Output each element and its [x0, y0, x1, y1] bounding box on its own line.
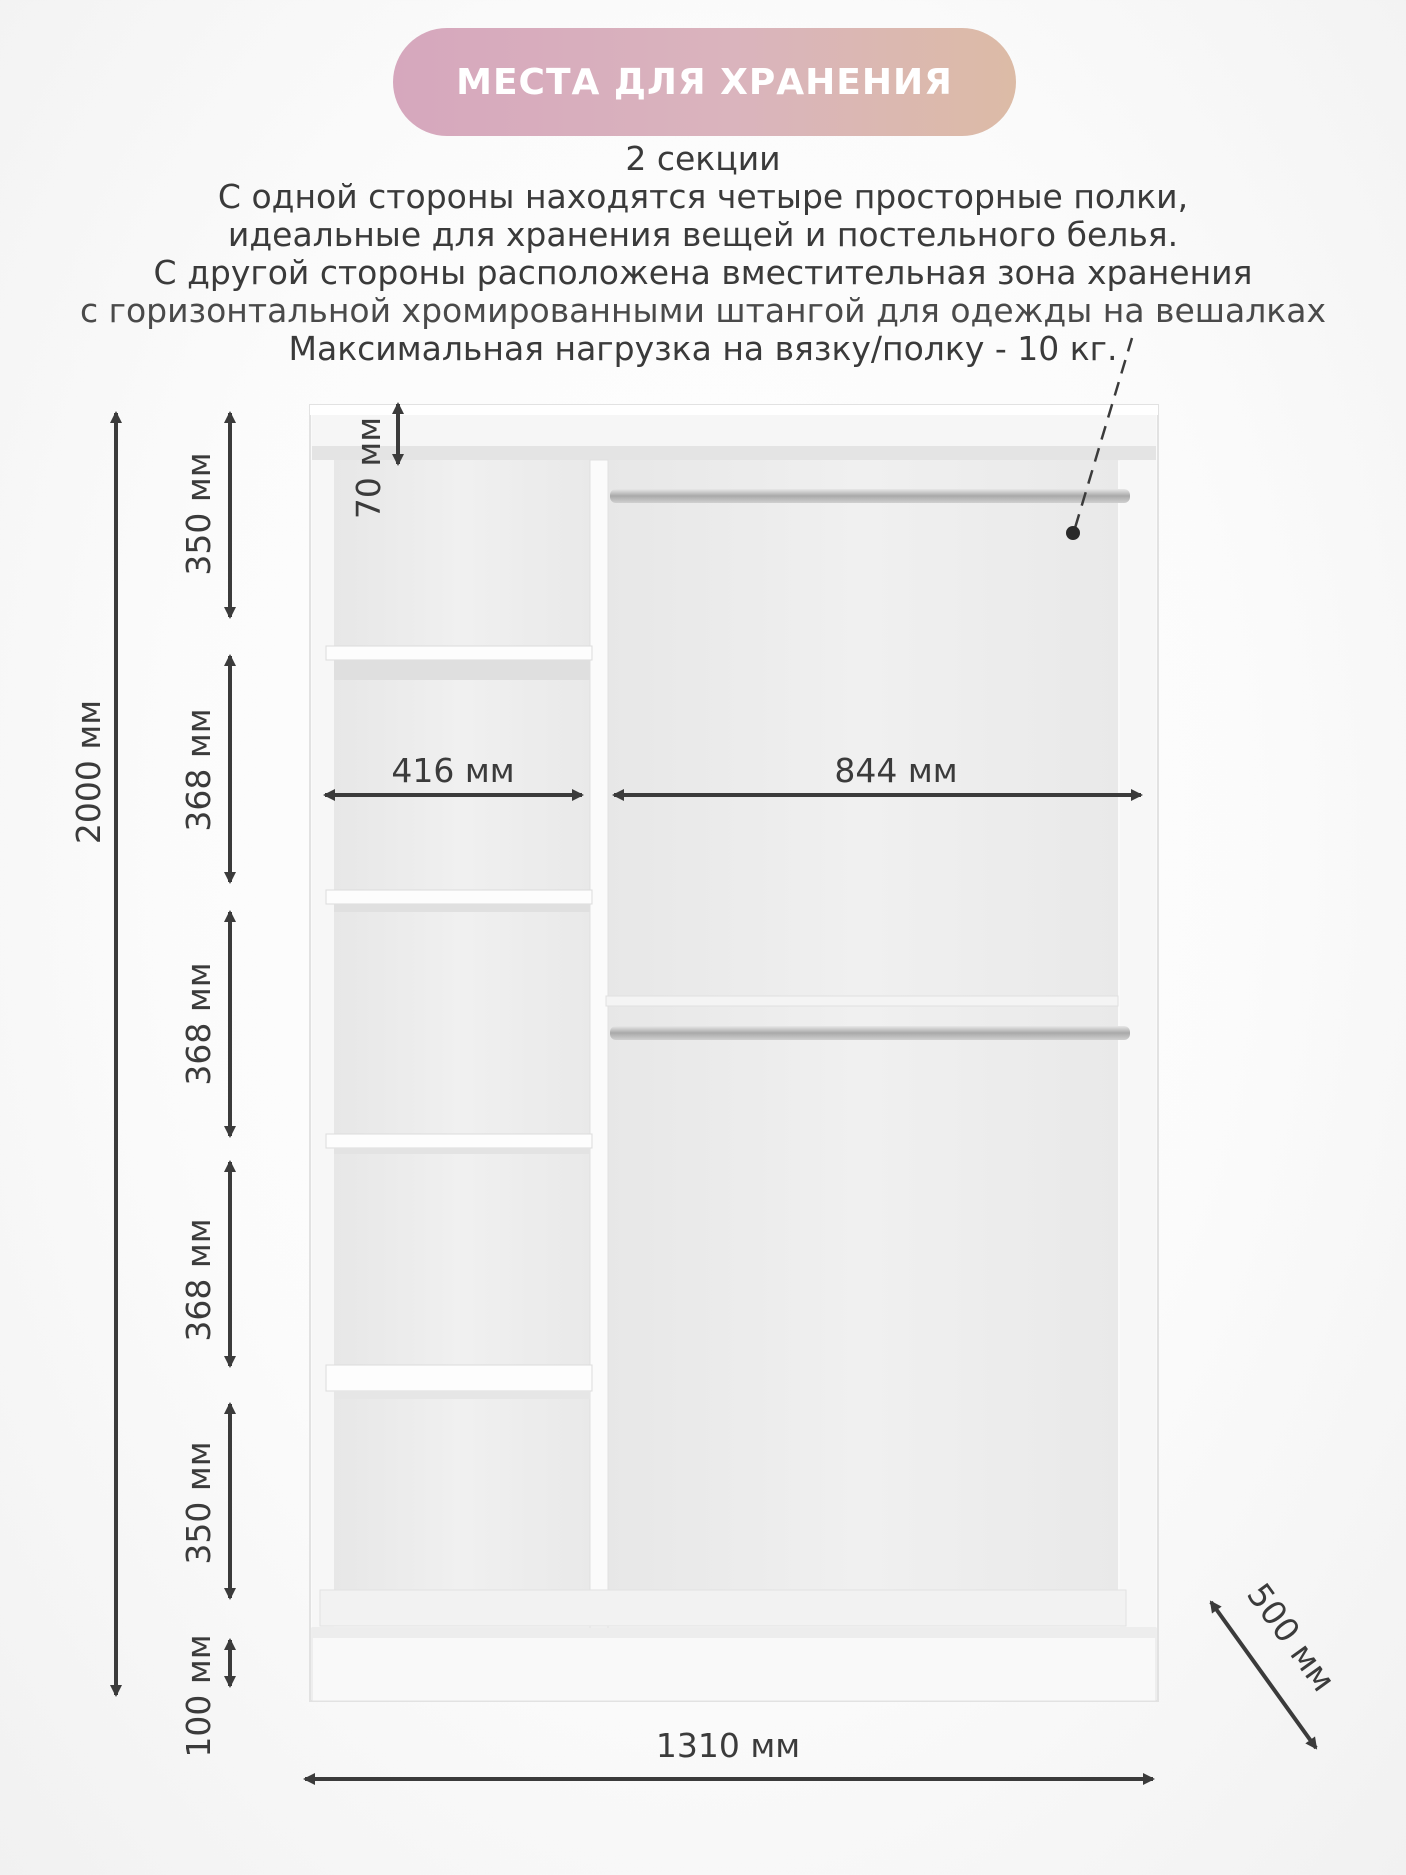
- left-side-panel: [312, 460, 334, 1628]
- shelf-3: [326, 1134, 592, 1148]
- section-title: МЕСТА ДЛЯ ХРАНЕНИЯ: [456, 61, 953, 103]
- description-line: 2 секции: [625, 139, 781, 178]
- label-total-height: 2000 мм: [69, 699, 108, 845]
- callout-dot: [1066, 526, 1080, 540]
- description-line: С другой стороны расположена вместительная зона хранения: [153, 253, 1253, 292]
- description-line: Максимальная нагрузка на вязку/полку - 10 кг.: [288, 329, 1118, 368]
- shelf-4: [326, 1365, 592, 1391]
- right-section-interior: [606, 460, 1118, 1625]
- right-side-panel: [1120, 460, 1156, 1628]
- label-left-width: 416 мм: [391, 751, 515, 790]
- label-total-width: 1310 мм: [655, 1726, 801, 1765]
- label-shelf-5: 350 мм: [179, 1441, 218, 1565]
- left-section-interior: [334, 460, 590, 1625]
- center-divider: [590, 460, 608, 1628]
- shelf-1: [326, 646, 592, 660]
- label-depth: 500 мм: [1239, 1575, 1344, 1699]
- wardrobe-cabinet: [310, 405, 1158, 1701]
- description-line: идеальные для хранения вещей и постельного белья.: [227, 215, 1179, 254]
- lower-rail: [610, 1026, 1130, 1040]
- label-shelf-1: 350 мм: [179, 452, 218, 576]
- label-right-width: 844 мм: [834, 751, 958, 790]
- upper-rail: [610, 489, 1130, 503]
- description-line: с горизонтальной хромированными штангой для одежды на вешалках: [80, 291, 1326, 330]
- label-top-panel: 70 мм: [349, 416, 388, 520]
- label-shelf-3: 368 мм: [179, 962, 218, 1086]
- plinth: [312, 1628, 1156, 1701]
- label-shelf-2: 368 мм: [179, 708, 218, 832]
- shelf-2: [326, 890, 592, 904]
- description-line: С одной стороны находятся четыре просторные полки,: [217, 177, 1189, 216]
- label-shelf-4: 368 мм: [179, 1218, 218, 1342]
- label-plinth: 100 мм: [179, 1634, 218, 1758]
